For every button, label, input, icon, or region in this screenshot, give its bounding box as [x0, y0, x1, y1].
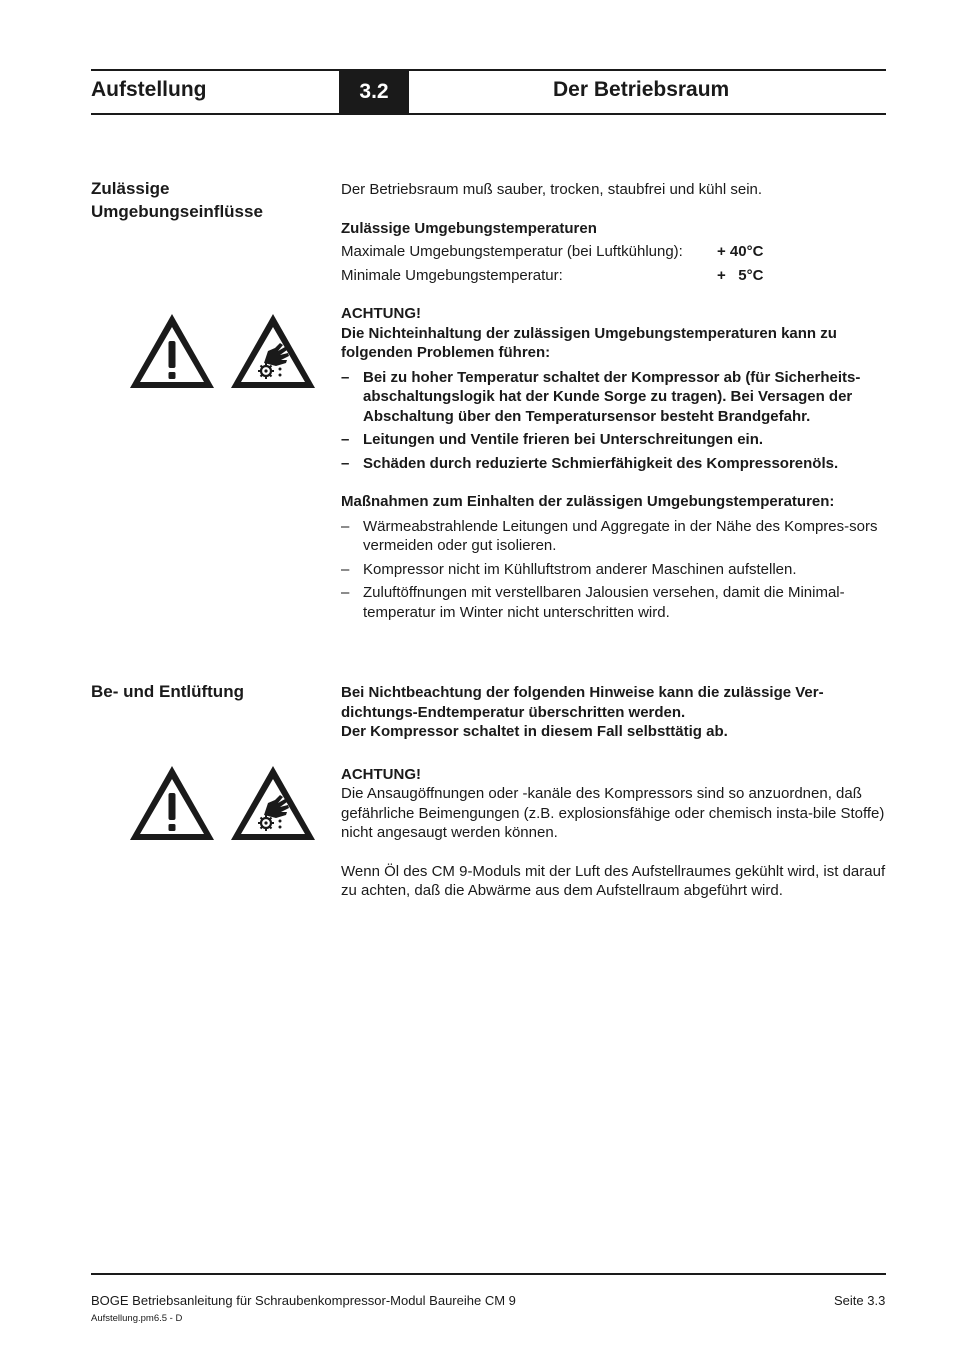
list-item — [341, 517, 889, 556]
section2-body — [341, 683, 889, 901]
hand-crush-gear-icon — [228, 311, 318, 391]
warning-title: ACHTUNG! — [341, 305, 421, 322]
oil-cooling-note: Wenn Öl des CM 9-Moduls mit der Luft des Aufstellraumes gekühlt wird, ist darauf zu achten, daß die Abwärme aus dem Aufstellraum abgeführt wird. — [341, 862, 886, 899]
chapter-title: Der Betriebsraum — [553, 78, 730, 101]
list-item — [341, 368, 889, 427]
max-temperature-label: Maximale Umgebungstemperatur (bei Luftkühlung): — [341, 243, 683, 260]
list-dash: – — [341, 431, 350, 448]
section1-heading — [91, 177, 263, 223]
list-dash: – — [341, 584, 350, 601]
max-temperature-value: + 40°C — [717, 243, 764, 260]
section2-intro-line2: Der Kompressor schaltet in diesem Fall selbsttätig ab. — [341, 723, 728, 740]
section-title: Aufstellung — [91, 78, 207, 101]
footer-manual-title: BOGE Betriebsanleitung für Schraubenkompressor-Modul Baureihe CM 9 — [91, 1293, 516, 1308]
list-item-text: Leitungen und Ventile frieren bei Unterschreitungen ein. — [363, 431, 764, 448]
measures-list — [341, 517, 889, 623]
measures-heading: Maßnahmen zum Einhalten der zulässigen Umgebungstemperaturen: — [341, 493, 835, 510]
list-dash: – — [341, 454, 350, 472]
section-number: 3.2 — [339, 71, 409, 113]
list-item-text: Bei zu hoher Temperatur schaltet der Kompressor ab (für Sicherheits-abschaltungslogik hat der Kunde Sorge zu tragen). Bei Versagen der Abschaltung über den Temperatursensor besteht Brandgefahr. — [363, 368, 861, 425]
footer-page-number: Seite 3.3 — [834, 1293, 886, 1308]
intake-warning-text: Die Ansaugöffnungen oder -kanäle des Kompressors sind so anzuordnen, daß gefährliche Beimengungen (z.B. explosionsfähige oder chemisch insta-bile Stoffe) nicht angesaugt werden können. — [341, 785, 885, 841]
section1-heading-line2: Umgebungseinflüsse — [91, 202, 263, 221]
section1-intro: Der Betriebsraum muß sauber, trocken, staubfrei und kühl sein. — [341, 181, 763, 198]
list-item — [341, 560, 889, 580]
min-temperature-value: + 5°C — [717, 266, 764, 284]
footer-file-reference: Aufstellung.pm6.5 - D — [91, 1313, 183, 1324]
warning-exclamation-icon — [127, 763, 217, 843]
list-item-text: Zuluftöffnungen mit verstellbaren Jalousien versehen, damit die Minimal-temperatur im Winter nicht unterschritten wird. — [363, 584, 845, 621]
min-temperature-label: Minimale Umgebungstemperatur: — [341, 266, 563, 284]
list-item-text: Wärmeabstrahlende Leitungen und Aggregate in der Nähe des Kompres-sors vermeiden oder gut isolieren. — [363, 517, 878, 554]
section2-intro-line1: Bei Nichtbeachtung der folgenden Hinweise kann die zulässige Ver-dichtungs-Endtemperatur überschritten werden. — [341, 684, 824, 721]
header-bottom-rule — [91, 113, 886, 115]
list-item-text: Kompressor nicht im Kühlluftstrom anderer Maschinen aufstellen. — [363, 560, 797, 578]
list-dash: – — [341, 560, 350, 578]
warning-text: Die Nichteinhaltung der zulässigen Umgebungstemperaturen kann zu folgenden Problemen führen: — [341, 324, 837, 361]
max-temperature-row — [341, 242, 889, 262]
warning-title: ACHTUNG! — [341, 765, 421, 783]
list-item-text: Schäden durch reduzierte Schmierfähigkeit des Kompressorenöls. — [363, 454, 839, 472]
footer-rule — [91, 1273, 886, 1275]
header-top-rule — [91, 69, 886, 71]
hand-crush-gear-icon — [228, 763, 318, 843]
problems-list — [341, 368, 889, 474]
temperature-heading: Zulässige Umgebungstemperaturen — [341, 219, 597, 237]
list-item — [341, 454, 889, 474]
list-item — [341, 430, 889, 450]
section1-heading-line1: Zulässige — [91, 179, 170, 198]
list-item — [341, 583, 889, 622]
section1-body — [341, 180, 889, 626]
warning-exclamation-icon — [127, 311, 217, 391]
min-temperature-row — [341, 266, 889, 286]
section2-heading: Be- und Entlüftung — [91, 682, 244, 701]
list-dash: – — [341, 368, 350, 386]
list-dash: – — [341, 517, 350, 535]
